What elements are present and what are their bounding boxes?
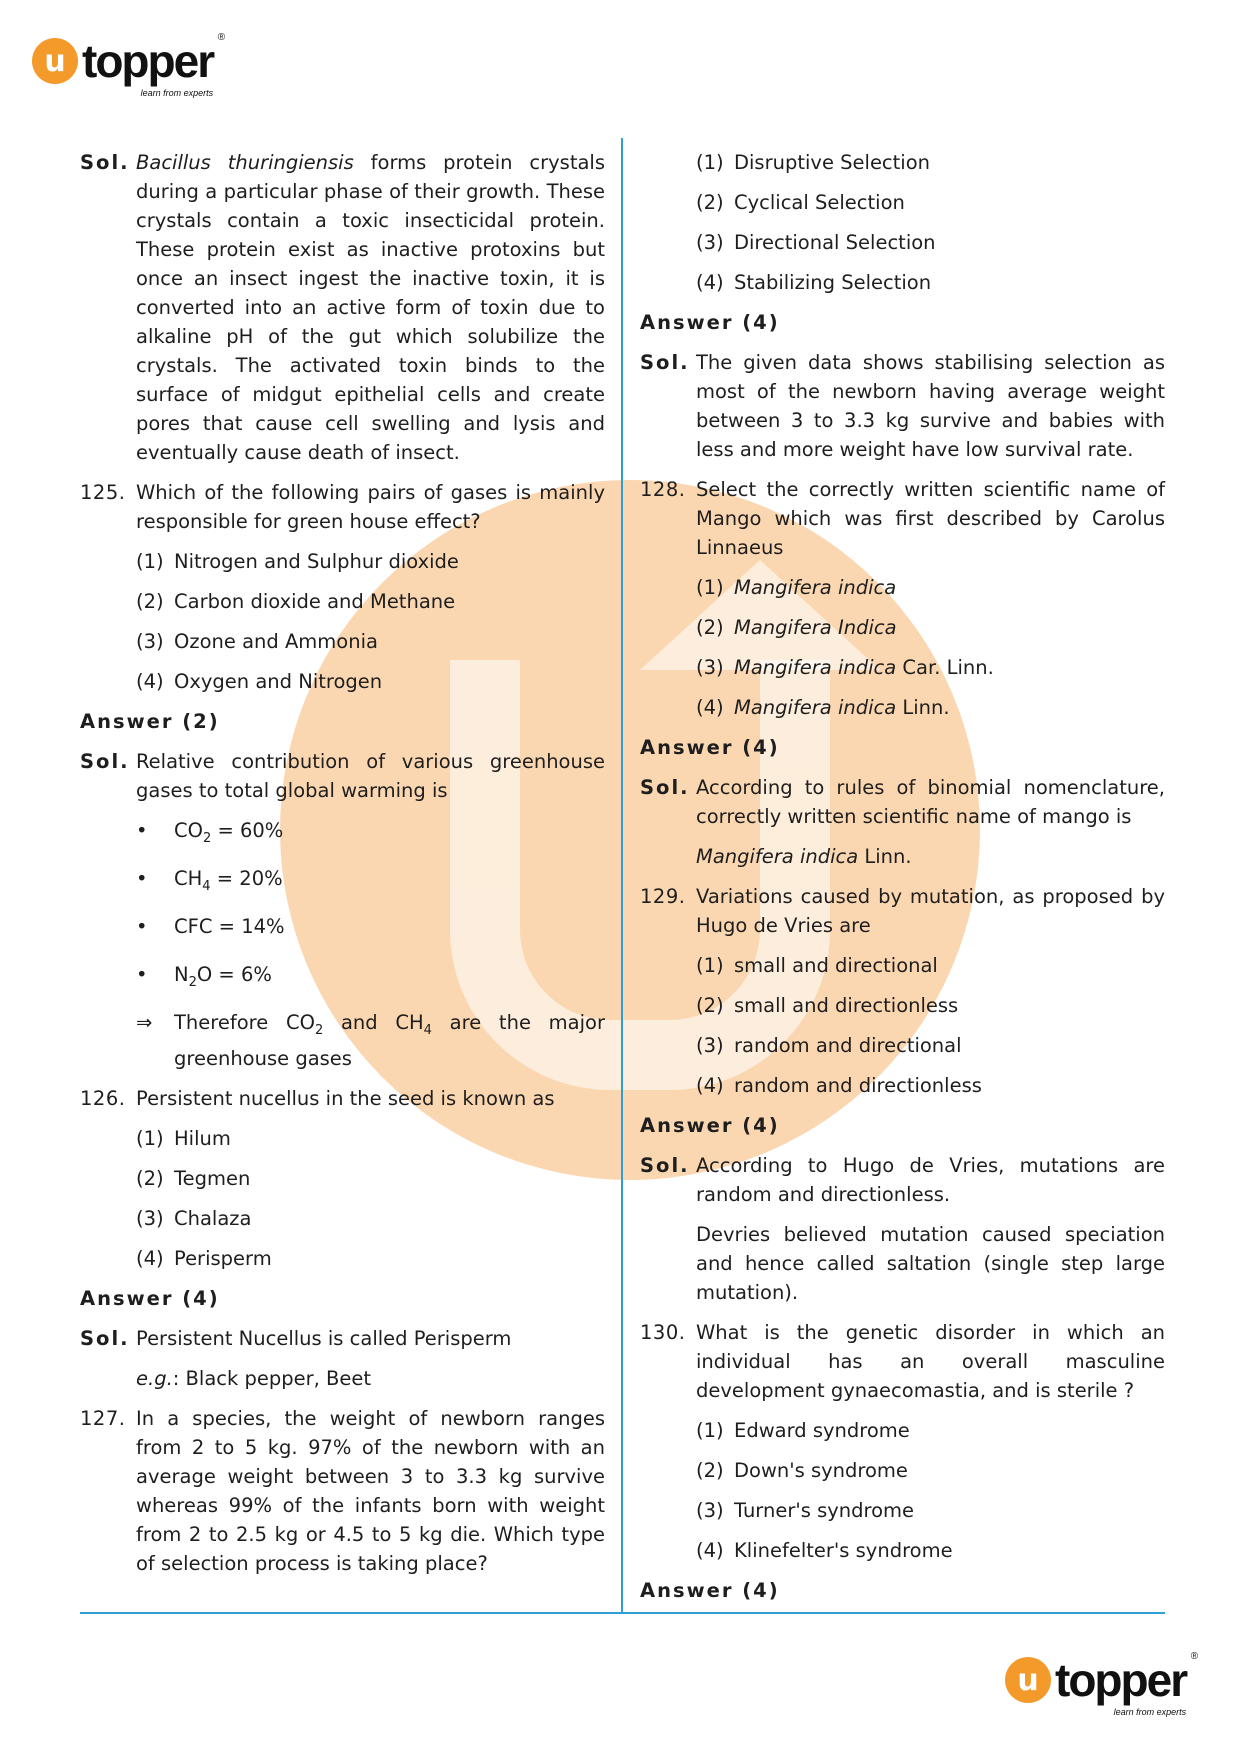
solution-125: Sol. Relative contribution of various greenhouse gases to total global warming is xyxy=(80,750,605,802)
option: (1) Disruptive Selection xyxy=(696,151,931,174)
solution-124: Sol. Bacillus thuringiensis forms protein crystals during a particular phase of their growth. These crystals contain a toxic insecticidal protein. These protein exist as inactive protoxins but once an insect ingest the inactive toxin, it is converted into an active form of toxin due to alkaline pH of the gut which solubilize the crystals. The activated toxin binds to the surface of midgut epithelial cells and create pores that cause cell swelling and lysis and eventually cause death of insect. xyxy=(80,151,605,464)
question-128: 128. Select the correctly written scientific name of Mango which was first described by Carolus Linnaeus xyxy=(640,478,1165,559)
implies-icon: ⇒ xyxy=(136,1010,153,1034)
option: (3) Chalaza xyxy=(136,1207,252,1231)
brand-logo-top xyxy=(32,32,226,98)
column-divider xyxy=(621,138,623,1613)
option: (4) random and directionless xyxy=(696,1074,982,1097)
brand-name: topper xyxy=(82,35,214,87)
option: (3) Ozone and Ammonia xyxy=(136,630,378,653)
option: (1) Nitrogen and Sulphur dioxide xyxy=(136,550,459,573)
answer-129: Answer (4) xyxy=(640,1114,780,1137)
option: (1) Edward syndrome xyxy=(696,1419,910,1442)
answer-127: Answer (4) xyxy=(640,311,780,334)
option: (4) Oxygen and Nitrogen xyxy=(136,670,383,693)
left-column xyxy=(80,148,605,1589)
option: (1) small and directional xyxy=(696,954,938,977)
brand-mark-icon: u xyxy=(32,38,78,84)
answer-128: Answer (4) xyxy=(640,736,780,759)
answer-130: Answer (4) xyxy=(640,1579,780,1602)
solution-126: Sol. Persistent Nucellus is called Perisperm xyxy=(80,1327,512,1351)
solution-129-extra: Devries believed mutation caused speciation and hence called saltation (single step large mutation). xyxy=(696,1223,1165,1304)
right-column xyxy=(640,148,1165,1616)
option: (2) Mangifera Indica xyxy=(696,616,897,639)
brand-tagline: learn from experts xyxy=(1113,1707,1187,1717)
solution-128: Sol. According to rules of binomial nomenclature, correctly written scientific name of mango is xyxy=(640,776,1165,828)
bullet-item: • $CO_2 = 60\%$ xyxy=(136,819,284,846)
brand-name: topper xyxy=(1055,1654,1187,1706)
option: (2) Tegmen xyxy=(136,1167,251,1191)
option: (4) Perisperm xyxy=(136,1247,272,1271)
option: (4) Stabilizing Selection xyxy=(696,271,932,294)
solution-129: Sol. According to Hugo de Vries, mutations are random and directionless. xyxy=(640,1154,1165,1206)
bullet-item: • CFC = 14% xyxy=(136,914,285,938)
registered-mark: ® xyxy=(1190,1651,1199,1662)
scientific-name: Mangifera indica Linn. xyxy=(696,845,912,868)
option: (4) Mangifera indica Linn. xyxy=(696,696,950,719)
example: e.g.: Black pepper, Beet xyxy=(136,1367,372,1391)
option: (2) small and directionless xyxy=(696,994,959,1017)
question-129: 129. Variations caused by mutation, as proposed by Hugo de Vries are xyxy=(640,885,1165,937)
question-126: 126. Persistent nucellus in the seed is known as xyxy=(80,1087,555,1111)
question-127: 127. In a species, the weight of newborn ranges from 2 to 5 kg. 97% of the newborn with an average weight between 3 to 3.3 kg survive whereas 99% of the infants born with weight from 2 to 2.5 kg or 4.5 to 5 kg die. Which type of selection process is taking place? xyxy=(80,1407,605,1576)
registered-mark: ® xyxy=(217,32,226,43)
option: (3) Turner's syndrome xyxy=(696,1499,915,1522)
option: (1) Hilum xyxy=(136,1127,231,1151)
option: (3) random and directional xyxy=(696,1034,962,1057)
conclusion: ⇒ Therefore $CO_2$ and $CH_4$ are the major greenhouse gases xyxy=(136,1008,605,1074)
bullet-item: • $N_2O = 6\%$ xyxy=(136,962,272,990)
option: (1) Mangifera indica xyxy=(696,576,897,599)
option: (3) Mangifera indica Car. Linn. xyxy=(696,656,994,679)
brand-mark-icon: u xyxy=(1005,1657,1051,1703)
solution-127: Sol. The given data shows stabilising selection as most of the newborn having average weight between 3 to 3.3 kg survive and babies with less and more weight have low survival rate. xyxy=(640,351,1165,461)
brand-tagline: learn from experts xyxy=(140,88,214,98)
option: (4) Klinefelter's syndrome xyxy=(696,1539,953,1562)
option: (2) Carbon dioxide and Methane xyxy=(136,590,456,613)
question-130: 130. What is the genetic disorder in which an individual has an overall masculine development gynaecomastia, and is sterile ? xyxy=(640,1321,1165,1402)
brand-logo-bottom xyxy=(1005,1651,1199,1717)
question-125: 125. Which of the following pairs of gases is mainly responsible for green house effect? xyxy=(80,481,605,533)
answer-125: Answer (2) xyxy=(80,710,220,733)
option: (2) Down's syndrome xyxy=(696,1459,908,1482)
option: (3) Directional Selection xyxy=(696,231,936,254)
bullet-item: • $CH_4 = 20\%$ xyxy=(136,866,283,894)
option: (2) Cyclical Selection xyxy=(696,191,905,214)
answer-126: Answer (4) xyxy=(80,1287,220,1311)
